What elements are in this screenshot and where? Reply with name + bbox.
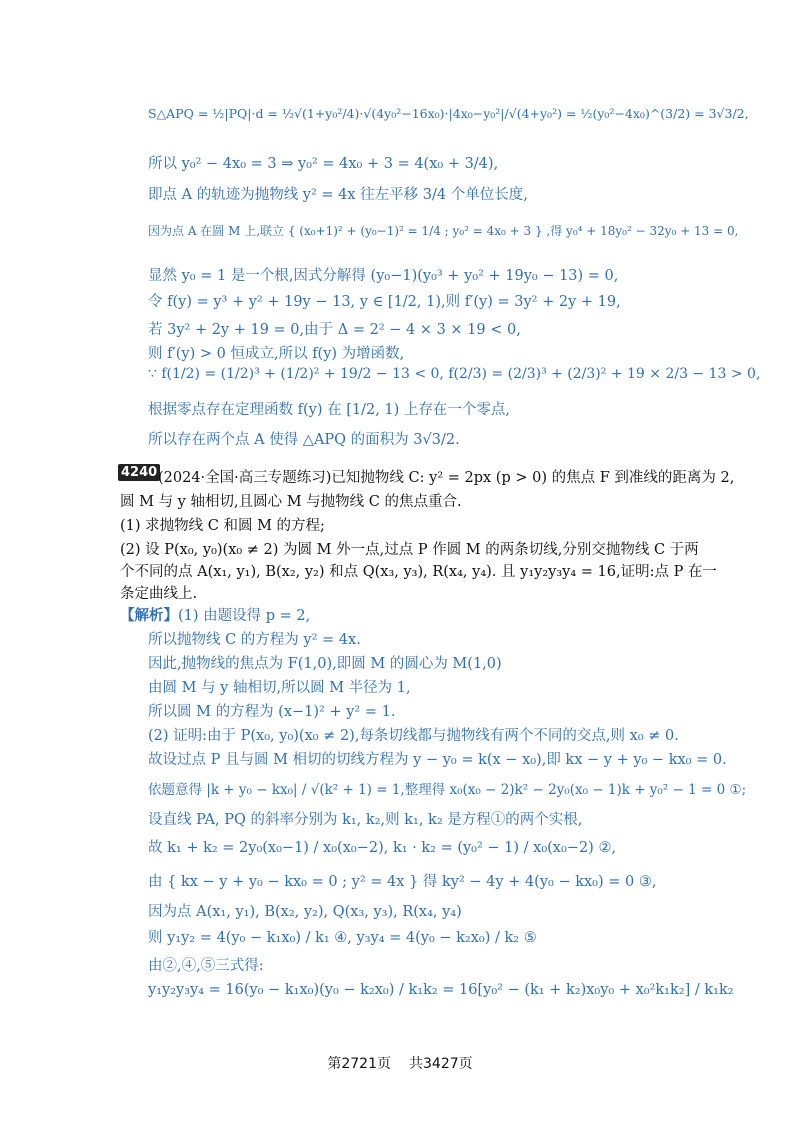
solution-line: 即点 A 的轨迹为抛物线 y² = 4x 往左平移 3/4 个单位长度,	[148, 187, 528, 203]
solution-line: 显然 y₀ = 1 是一个根,因式分解得 (y₀−1)(y₀³ + y₀² + 19y₀ − 13) = 0,	[148, 268, 619, 284]
analysis-line: 因此,抛物线的焦点为 F(1,0),即圆 M 的圆心为 M(1,0)	[148, 656, 502, 672]
page-total: 共3427页	[409, 1056, 473, 1072]
analysis-first-line	[120, 604, 310, 625]
solution-line: 则 f′(y) > 0 恒成立,所以 f(y) 为增函数,	[148, 346, 405, 362]
problem-line: (1) 求抛物线 C 和圆 M 的方程;	[120, 518, 325, 534]
analysis-tag: 【解析】	[120, 607, 178, 624]
analysis-line: y₁y₂y₃y₄ = 16(y₀ − k₁x₀)(y₀ − k₂x₀) / k₁k₂ = 16[y₀² − (k₁ + k₂)x₀y₀ + x₀²k₁k₂] / k₁k₂	[148, 982, 734, 998]
problem-line: (2024·全国·高三专题练习)已知抛物线 C: y² = 2px (p > 0) 的焦点 F 到准线的距离为 2,	[158, 470, 735, 486]
analysis-line: 故设过点 P 且与圆 M 相切的切线方程为 y − y₀ = k(x − x₀),即 kx − y + y₀ − kx₀ = 0.	[148, 752, 727, 768]
analysis-line: 由②,④,⑤三式得:	[148, 958, 264, 974]
analysis-line: 因为点 A(x₁, y₁), B(x₂, y₂), Q(x₃, y₃), R(x₄, y₄)	[148, 904, 462, 920]
analysis-text: (1) 由题设得 p = 2,	[178, 608, 311, 624]
analysis-line: 依题意得 |k + y₀ − kx₀| / √(k² + 1) = 1,整理得 x₀(x₀ − 2)k² − 2y₀(x₀ − 1)k + y₀² − 1 = 0 ①;	[148, 782, 747, 798]
analysis-line: 由 { kx − y + y₀ − kx₀ = 0 ; y² = 4x } 得 ky² − 4y + 4(y₀ − kx₀) = 0 ③,	[148, 874, 657, 890]
solution-line: ∵ f(1/2) = (1/2)³ + (1/2)² + 19/2 − 13 < 0, f(2/3) = (2/3)³ + (2/3)² + 19 × 2/3 − 13 > 0,	[148, 366, 761, 382]
analysis-line: 所以圆 M 的方程为 (x−1)² + y² = 1.	[148, 704, 396, 720]
solution-line: S△APQ = ½|PQ|·d = ½√(1+y₀²/4)·√(4y₀²−16x₀)·|4x₀−y₀²|/√(4+y₀²) = ½(y₀²−4x₀)^(3/2) = 3√3/2,	[148, 106, 749, 121]
solution-line: 若 3y² + 2y + 19 = 0,由于 Δ = 2² − 4 × 3 × 19 < 0,	[148, 322, 521, 338]
analysis-line: 则 y₁y₂ = 4(y₀ − k₁x₀) / k₁ ④, y₃y₄ = 4(y₀ − k₂x₀) / k₂ ⑤	[148, 930, 537, 946]
solution-line: 根据零点存在定理函数 f(y) 在 [1/2, 1) 上存在一个零点,	[148, 402, 511, 418]
analysis-line: 故 k₁ + k₂ = 2y₀(x₀−1) / x₀(x₀−2), k₁ · k₂ = (y₀² − 1) / x₀(x₀−2) ②,	[148, 840, 617, 856]
problem-line: 条定曲线上.	[120, 586, 198, 602]
problem-number-badge: 4240	[118, 464, 160, 481]
solution-line: 因为点 A 在圆 M 上,联立 { (x₀+1)² + (y₀−1)² = 1/4 ; y₀² = 4x₀ + 3 } ,得 y₀⁴ + 18y₀² − 32y₀ + 13 = 0,	[148, 224, 739, 238]
problem-line: 个不同的点 A(x₁, y₁), B(x₂, y₂) 和点 Q(x₃, y₃), R(x₄, y₄). 且 y₁y₂y₃y₄ = 16,证明:点 P 在一	[120, 564, 717, 580]
solution-line: 所以 y₀² − 4x₀ = 3 ⇒ y₀² = 4x₀ + 3 = 4(x₀ + 3/4),	[148, 156, 499, 172]
solution-line: 所以存在两个点 A 使得 △APQ 的面积为 3√3/2.	[148, 432, 460, 448]
page-footer	[0, 1053, 800, 1073]
analysis-line: (2) 证明:由于 P(x₀, y₀)(x₀ ≠ 2),每条切线都与抛物线有两个不同的交点,则 x₀ ≠ 0.	[148, 728, 679, 744]
problem-line: (2) 设 P(x₀, y₀)(x₀ ≠ 2) 为圆 M 外一点,过点 P 作圆 M 的两条切线,分别交抛物线 C 于两	[120, 542, 699, 558]
solution-line: 令 f(y) = y³ + y² + 19y − 13, y ∈ [1/2, 1),则 f′(y) = 3y² + 2y + 19,	[148, 294, 621, 310]
analysis-line: 由圆 M 与 y 轴相切,所以圆 M 半径为 1,	[148, 680, 411, 696]
problem-line: 圆 M 与 y 轴相切,且圆心 M 与抛物线 C 的焦点重合.	[120, 494, 462, 510]
analysis-line: 所以抛物线 C 的方程为 y² = 4x.	[148, 632, 361, 648]
analysis-line: 设直线 PA, PQ 的斜率分别为 k₁, k₂,则 k₁, k₂ 是方程①的两个实根,	[148, 812, 583, 828]
page-number: 第2721页	[327, 1056, 391, 1072]
